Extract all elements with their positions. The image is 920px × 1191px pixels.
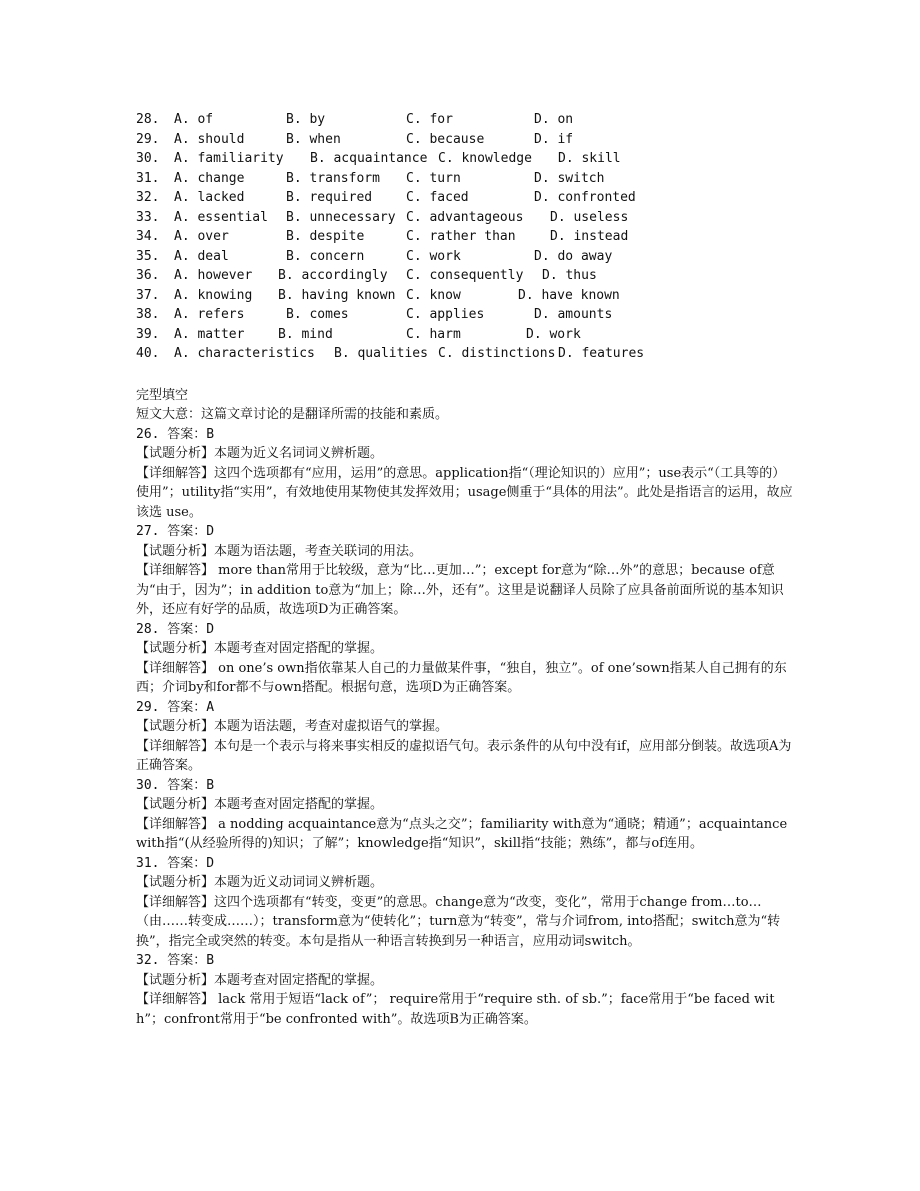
question-number: 40.	[136, 346, 160, 361]
option-row	[136, 110, 796, 130]
option-a: A. deal	[174, 248, 229, 264]
answer-line: 27. 答案：D	[136, 524, 215, 539]
option-d: D. switch	[534, 170, 605, 186]
options-list	[136, 110, 796, 364]
answer-line: 31. 答案：D	[136, 855, 215, 871]
option-c: C. for	[406, 112, 453, 127]
option-row	[136, 169, 796, 189]
option-b: B. comes	[286, 307, 349, 322]
option-a: A. knowing	[174, 287, 253, 303]
question-analysis: 【试题分析】本题为近义名词词义辨析题。	[136, 446, 384, 461]
option-b: B. concern	[286, 248, 365, 264]
option-c: C. because	[406, 131, 485, 147]
option-row	[136, 130, 796, 150]
option-c: C. work	[406, 248, 461, 264]
option-c: C. advantageous	[406, 209, 524, 225]
detailed-explanation: 【详细解答】 lack 常用于短语“lack of”； require常用于“require sth. of sb.”；face常用于“be faced with”；confront常用于“be confronted with”。故选项B为正确答案。	[136, 992, 775, 1027]
option-c: C. faced	[406, 190, 469, 205]
option-b: B. transform	[286, 170, 380, 186]
option-b: B. acquaintance	[310, 151, 428, 166]
detailed-explanation: 【详细解答】这四个选项都有“转变，变更”的意思。change意为“改变，变化”，常用于change from…to…（由……转变成……）；transform意为“使转化”；turn意为“转变”，常与介词from, into搭配；switch意为“转换”，指完全或突然的转变。本句是指从一种语言转换到另一种语言，应用动词switch。	[136, 894, 781, 949]
option-a: A. however	[174, 268, 253, 283]
question-number: 31.	[136, 170, 160, 186]
question-analysis: 【试题分析】本题考查对固定搭配的掌握。	[136, 797, 384, 812]
document-page	[136, 110, 796, 1029]
option-b: B. mind	[278, 326, 333, 342]
question-number: 35.	[136, 248, 160, 264]
option-a: A. essential	[174, 209, 268, 225]
option-a: A. characteristics	[174, 346, 315, 361]
option-b: B. qualities	[334, 346, 428, 361]
answer-line: 28. 答案：D	[136, 621, 215, 637]
option-d: D. have known	[518, 287, 620, 303]
option-a: A. over	[174, 229, 229, 244]
option-b: B. when	[286, 131, 341, 147]
option-row	[136, 149, 796, 169]
passage-summary: 短文大意：这篇文章讨论的是翻译所需的技能和素质。	[136, 407, 449, 422]
option-b: B. despite	[286, 229, 365, 244]
option-d: D. features	[558, 346, 645, 361]
option-b: B. having known	[278, 287, 396, 303]
question-analysis: 【试题分析】本题考查对固定搭配的掌握。	[136, 641, 384, 656]
option-row	[136, 227, 796, 247]
question-number: 37.	[136, 287, 160, 303]
option-a: A. refers	[174, 307, 245, 322]
question-number: 33.	[136, 209, 160, 225]
answer-analysis	[136, 386, 796, 1030]
option-a: A. change	[174, 170, 245, 186]
option-a: A. of	[174, 112, 214, 127]
option-row	[136, 325, 796, 345]
option-c: C. rather than	[406, 229, 516, 244]
option-c: C. knowledge	[438, 151, 532, 166]
option-d: D. skill	[558, 151, 621, 166]
option-d: D. work	[526, 326, 581, 342]
question-analysis: 【试题分析】本题为语法题，考查关联词的用法。	[136, 543, 423, 559]
option-d: D. on	[534, 112, 574, 127]
question-analysis: 【试题分析】本题为近义动词词义辨析题。	[136, 875, 384, 890]
option-c: C. applies	[406, 307, 485, 322]
detailed-explanation: 【详细解答】 on one’s own指依靠某人自己的力量做某件事，“独自，独立”。of one’sown指某人自己拥有的东西；介词by和for都不与own搭配。根据句意，选项D为正确答案。	[136, 660, 787, 695]
option-a: A. familiarity	[174, 151, 284, 166]
option-row	[136, 188, 796, 208]
option-c: C. consequently	[406, 268, 524, 283]
option-a: A. lacked	[174, 190, 245, 205]
spacer	[136, 364, 796, 386]
option-a: A. should	[174, 131, 245, 147]
answer-line: 29. 答案：A	[136, 699, 215, 715]
question-number: 29.	[136, 131, 160, 147]
option-a: A. matter	[174, 326, 245, 342]
option-row	[136, 344, 796, 364]
option-d: D. thus	[542, 268, 597, 283]
option-row	[136, 305, 796, 325]
question-number: 28.	[136, 112, 160, 127]
question-number: 36.	[136, 268, 160, 283]
section-title: 完型填空	[136, 387, 189, 403]
detailed-explanation: 【详细解答】这四个选项都有“应用，运用”的意思。application指“（理论知识的）应用”；use表示“（工具等的）使用”；utility指“实用”，有效地使用某物使其发挥效用；usage侧重于“具体的用法”。此处是指语言的运用，故应该选 use。	[136, 465, 793, 520]
question-number: 32.	[136, 190, 160, 205]
option-b: B. unnecessary	[286, 209, 396, 225]
option-b: B. by	[286, 112, 326, 127]
option-row	[136, 286, 796, 306]
option-d: D. confronted	[534, 190, 636, 205]
question-analysis: 【试题分析】本题为语法题，考查对虚拟语气的掌握。	[136, 719, 449, 734]
answer-line: 26. 答案：B	[136, 426, 215, 442]
option-d: D. do away	[534, 248, 613, 264]
option-d: D. useless	[550, 209, 629, 225]
option-d: D. amounts	[534, 307, 613, 322]
answer-line: 32. 答案：B	[136, 953, 215, 968]
question-number: 39.	[136, 326, 160, 342]
detailed-explanation: 【详细解答】 a nodding acquaintance意为“点头之交”；familiarity with意为“通晓；精通”；acquaintance with指“(从经验所得的)知识；了解”；knowledge指“知识”，skill指“技能；熟练”，都与of连用。	[136, 816, 788, 851]
question-number: 38.	[136, 307, 160, 322]
option-c: C. know	[406, 287, 461, 303]
option-c: C. distinctions	[438, 346, 556, 361]
option-row	[136, 247, 796, 267]
question-number: 34.	[136, 229, 160, 244]
option-b: B. required	[286, 190, 373, 205]
option-d: D. instead	[550, 229, 629, 244]
option-row	[136, 266, 796, 286]
option-b: B. accordingly	[278, 268, 388, 283]
option-c: C. turn	[406, 170, 461, 186]
question-number: 30.	[136, 151, 160, 166]
answer-line: 30. 答案：B	[136, 777, 215, 793]
question-analysis: 【试题分析】本题考查对固定搭配的掌握。	[136, 972, 384, 988]
option-d: D. if	[534, 131, 574, 147]
option-row	[136, 208, 796, 228]
detailed-explanation: 【详细解答】本句是一个表示与将来事实相反的虚拟语气句。表示条件的从句中没有if，应用部分倒装。故选项A为正确答案。	[136, 738, 792, 773]
detailed-explanation: 【详细解答】 more than常用于比较级，意为“比…更加…”；except for意为“除…外”的意思；because of意为“由于，因为”；in addition to意为“加上；除…外，还有”。这里是说翻译人员除了应具备前面所说的基本知识外，还应有好学的品质，故选项D为正确答案。	[136, 563, 784, 617]
option-c: C. harm	[406, 326, 461, 342]
